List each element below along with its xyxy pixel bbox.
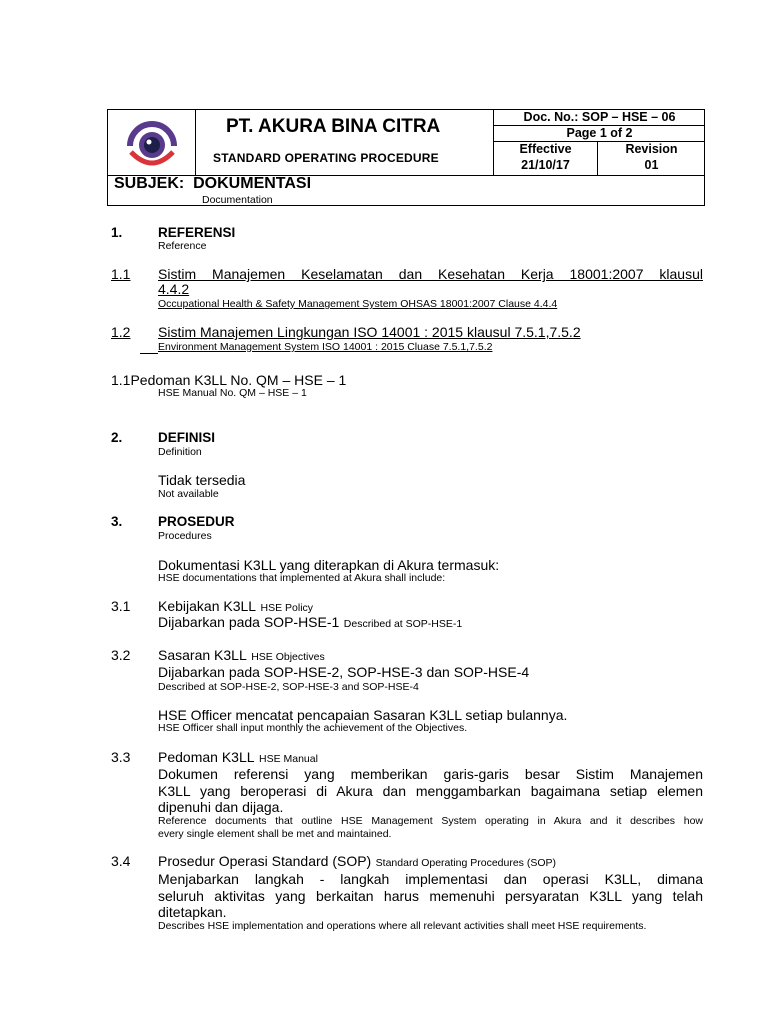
reference-text: Sistim Manajemen Keselamatan dan Kesehatan Kerja 18001:2007 klausul <box>158 266 703 282</box>
item-heading <box>158 749 318 767</box>
item-number: 3.3 <box>111 749 131 765</box>
revision-number: 01 <box>644 158 659 172</box>
reference-english: Occupational Health & Safety Management System OHSAS 18001:2007 Clause 4.4.4 <box>158 298 558 310</box>
section-title-english: Procedures <box>158 530 212 542</box>
item-title: Sasaran K3LL <box>158 647 247 663</box>
item-desc-line: seluruh aktivitas yang berkaitan harus memenuhi persyaratan K3LL yang telah <box>158 888 703 904</box>
section-title-english: Definition <box>158 446 202 458</box>
item-desc-english: Described at SOP-HSE-2, SOP-HSE-3 and SOP-HSE-4 <box>158 681 419 693</box>
item-title: Pedoman K3LL <box>158 749 255 765</box>
item-desc-english: Reference documents that outline HSE Management System operating in Akura and it describes how <box>158 815 703 827</box>
item-number: 3.4 <box>111 853 131 869</box>
section-title-english: Reference <box>158 240 207 252</box>
subject-title: SUBJEK: DOKUMENTASI <box>114 175 312 192</box>
definition-text: Tidak tersedia <box>158 472 246 488</box>
effective-label: Effective <box>519 142 572 156</box>
section-number: 1. <box>111 225 123 240</box>
section-number: 2. <box>111 430 123 445</box>
item-desc: Dijabarkan pada SOP-HSE-2, SOP-HSE-3 dan SOP-HSE-4 <box>158 664 530 680</box>
item-title-english: HSE Objectives <box>251 651 325 663</box>
page-number: Page 1 of 2 <box>566 126 633 140</box>
doc-number: Doc. No.: SOP – HSE – 06 <box>523 110 676 124</box>
section-title: PROSEDUR <box>158 514 235 529</box>
item-heading <box>158 853 556 871</box>
item-desc-line: Menjabarkan langkah - langkah implementasi dan operasi K3LL, dimana <box>158 871 703 887</box>
section-title: REFERENSI <box>158 225 236 240</box>
item-desc-line: ditetapkan. <box>158 904 227 920</box>
reference-english: Environment Management System ISO 14001 : 2015 Cluase 7.5.1,7.5.2 <box>158 341 493 353</box>
item-note: HSE Officer mencatat pencapaian Sasaran K3LL setiap bulannya. <box>158 707 568 723</box>
item-desc: Dijabarkan pada SOP-HSE-1 <box>158 614 340 630</box>
reference-text: 1.1Pedoman K3LL No. QM – HSE – 1 <box>111 372 347 388</box>
reference-english: HSE Manual No. QM – HSE – 1 <box>158 387 307 399</box>
reference-text-continued: 4.4.2 <box>158 281 190 297</box>
item-heading <box>158 647 325 665</box>
header-table <box>107 109 705 206</box>
subject-english: Documentation <box>202 194 273 206</box>
item-title-english: Standard Operating Procedures (SOP) <box>375 857 557 869</box>
section-number: 3. <box>111 514 123 529</box>
item-desc-line: dipenuhi dan dijaga. <box>158 799 284 815</box>
document-type: STANDARD OPERATING PROCEDURE <box>213 151 439 165</box>
item-note-english: HSE Officer shall input monthly the achievement of the Objectives. <box>158 722 468 734</box>
item-desc-line: K3LL yang beroperasi di Akura dan menggambarkan bagaimana setiap elemen <box>158 783 703 799</box>
item-desc-english: Describes HSE implementation and operations where all relevant activities shall meet HSE requirements. <box>158 920 647 932</box>
item-title-english: HSE Policy <box>260 602 314 614</box>
item-desc-english: Described at SOP-HSE-1 <box>343 618 463 630</box>
item-title: Prosedur Operasi Standard (SOP) <box>158 853 372 869</box>
reference-number: 1.1 <box>111 266 131 282</box>
company-logo <box>122 116 182 170</box>
item-title: Kebijakan K3LL <box>158 598 257 614</box>
effective-date: 21/10/17 <box>521 158 570 172</box>
item-description <box>158 614 462 632</box>
section-title: DEFINISI <box>158 430 216 445</box>
definition-english: Not available <box>158 488 219 500</box>
item-desc-line: Dokumen referensi yang memberikan garis-garis besar Sistim Manajemen <box>158 766 703 782</box>
underline <box>140 353 158 354</box>
revision-label: Revision <box>625 142 678 156</box>
reference-number: 1.2 <box>111 324 131 340</box>
item-desc-english: every single element shall be met and maintained. <box>158 828 392 840</box>
divider <box>195 110 196 175</box>
item-number: 3.1 <box>111 598 131 614</box>
reference-text: Sistim Manajemen Lingkungan ISO 14001 : 2015 klausul 7.5.1,7.5.2 <box>158 324 581 340</box>
item-number: 3.2 <box>111 647 131 663</box>
procedure-intro-english: HSE documentations that implemented at Akura shall include: <box>158 572 446 584</box>
procedure-intro: Dokumentasi K3LL yang diterapkan di Akura termasuk: <box>158 557 500 573</box>
company-name: PT. AKURA BINA CITRA <box>226 116 441 137</box>
item-title-english: HSE Manual <box>258 753 318 765</box>
